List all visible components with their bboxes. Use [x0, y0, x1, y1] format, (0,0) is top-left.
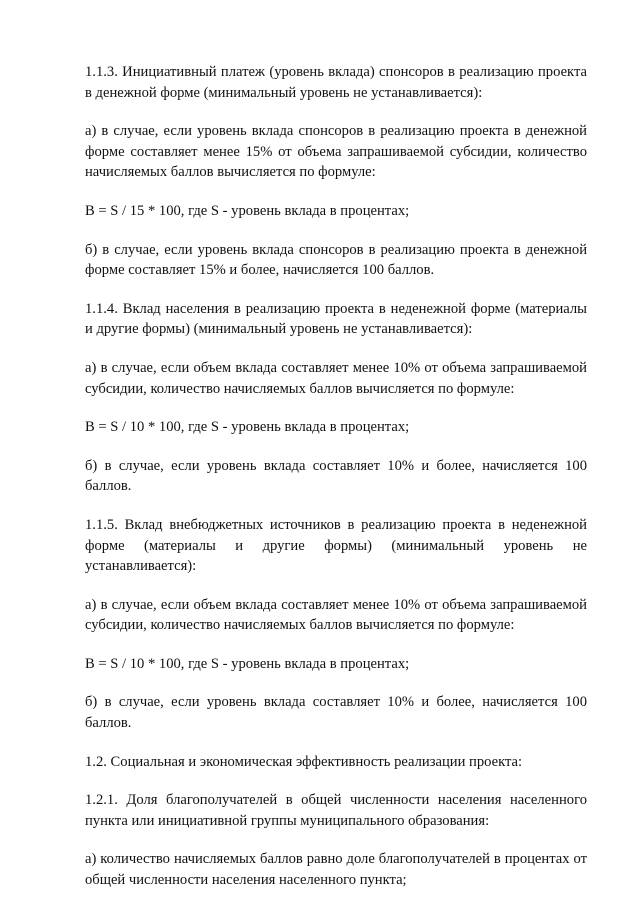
section-1-2-heading: 1.2. Социальная и экономическая эффективность реализации проекта:	[85, 753, 523, 770]
document-page	[85, 62, 587, 909]
paragraph-1-1-5-a: а) в случае, если объем вклада составляет менее 10% от объема запрашиваемой субсидии, количество начисляемых баллов вычисляется по формуле:	[85, 596, 587, 634]
paragraph-1-1-4-a: а) в случае, если объем вклада составляет менее 10% от объема запрашиваемой субсидии, количество начисляемых баллов вычисляется по формуле:	[85, 359, 587, 397]
paragraph-1-1-3-b: б) в случае, если уровень вклада спонсоров в реализацию проекта в денежной форме составляет 15% и более, начисляется 100 баллов.	[85, 241, 587, 279]
formula-1-1-5: B = S / 10 * 100, где S - уровень вклада в процентах;	[85, 655, 410, 672]
formula-1-1-3: B = S / 15 * 100, где S - уровень вклада в процентах;	[85, 202, 410, 219]
paragraph-1-1-5-title: 1.1.5. Вклад внебюджетных источников в реализацию проекта в неденежной форме (материалы и другие формы) (минимальный уровень не устанавливается):	[85, 516, 587, 575]
formula-1-1-4: B = S / 10 * 100, где S - уровень вклада в процентах;	[85, 419, 410, 436]
paragraph-1-2-1-a: а) количество начисляемых баллов равно доле благополучателей в процентах от общей численности населения населенного пункта;	[85, 851, 587, 889]
paragraph-1-1-3-title: 1.1.3. Инициативный платеж (уровень вклада) спонсоров в реализацию проекта в денежной форме (минимальный уровень не устанавливается):	[85, 64, 587, 101]
paragraph-1-1-4-b: б) в случае, если уровень вклада составляет 10% и более, начисляется 100 баллов.	[85, 457, 587, 495]
paragraph-1-1-5-b: б) в случае, если уровень вклада составляет 10% и более, начисляется 100 баллов.	[85, 694, 587, 732]
paragraph-1-2-1-title: 1.2.1. Доля благополучателей в общей численности населения населенного пункта или инициативной группы муниципального образования:	[85, 792, 587, 829]
paragraph-1-1-4-title: 1.1.4. Вклад населения в реализацию проекта в неденежной форме (материалы и другие формы) (минимальный уровень не устанавливается):	[85, 300, 587, 338]
paragraph-1-1-3-a: а) в случае, если уровень вклада спонсоров в реализацию проекта в денежной форме составляет менее 15% от объема запрашиваемой субсидии, количество начисляемых баллов вычисляется по формуле:	[85, 123, 587, 181]
